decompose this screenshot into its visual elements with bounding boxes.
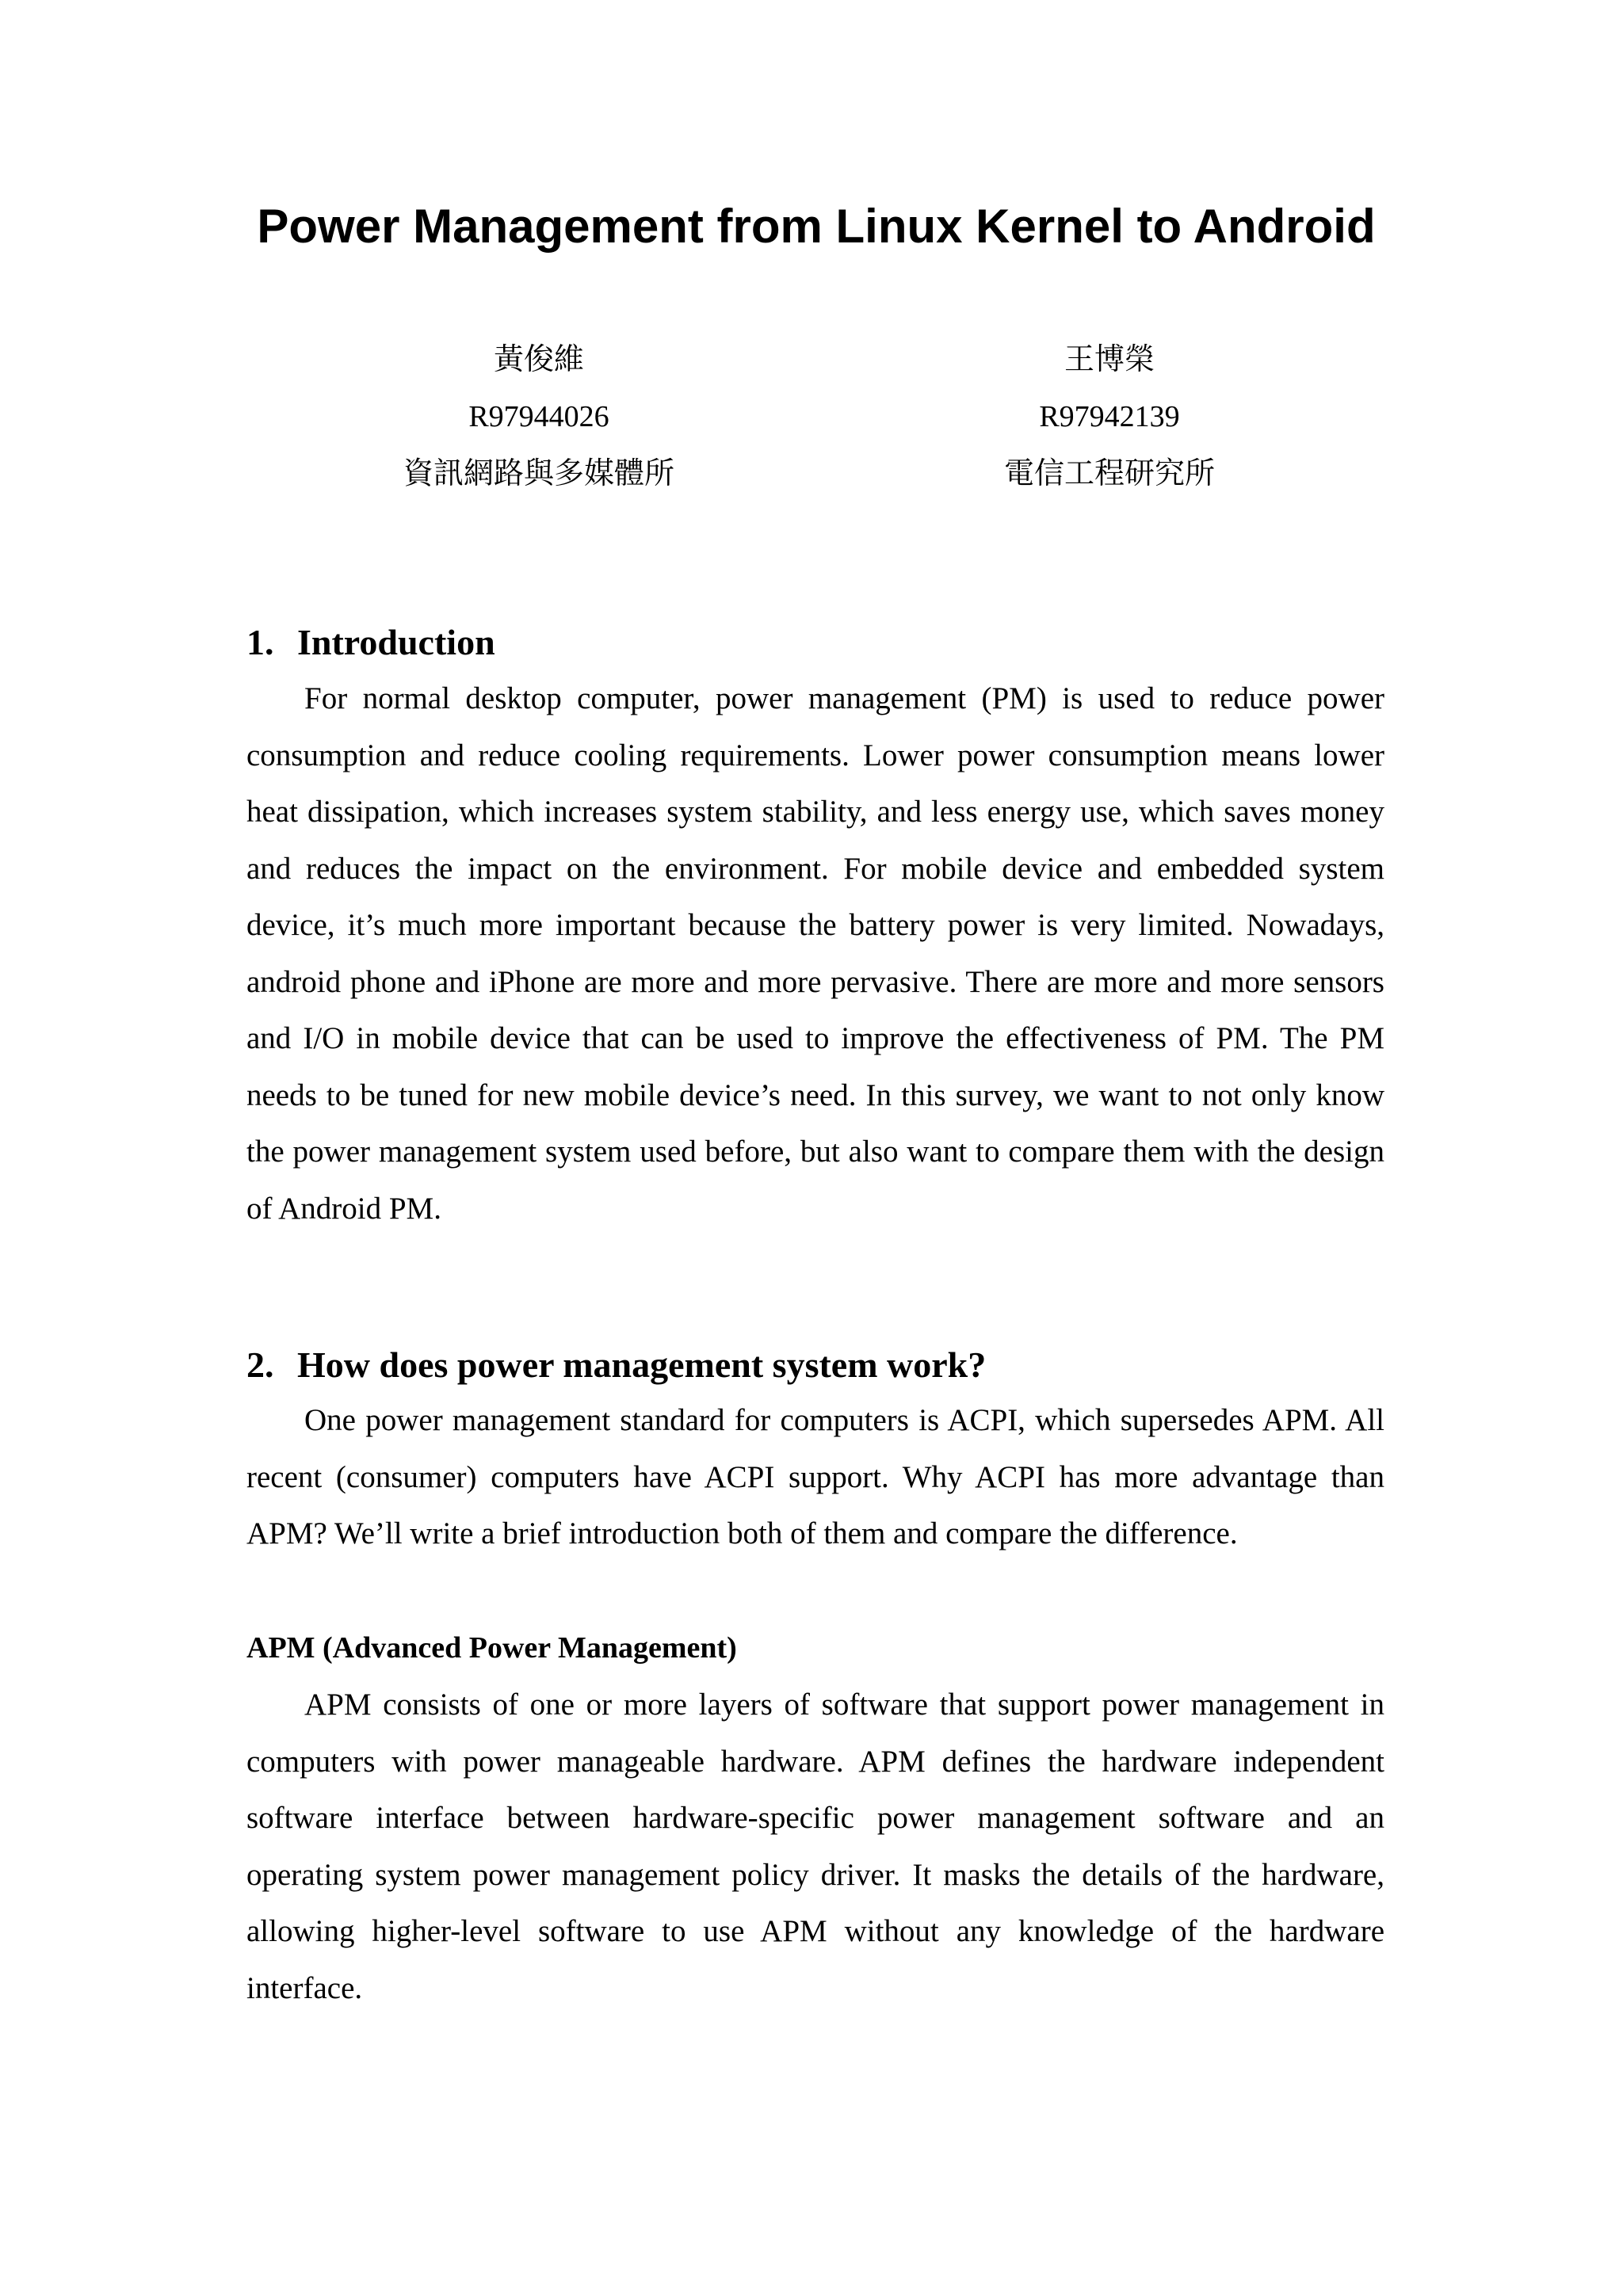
section-number: 1. <box>246 622 274 662</box>
author-block-1 <box>285 331 792 502</box>
author-name: 黃俊維 <box>493 343 584 376</box>
subsection-heading-apm: APM (Advanced Power Management) <box>246 1631 737 1665</box>
author-affiliation: 資訊網路與多媒體所 <box>403 457 674 490</box>
introduction-paragraph: For normal desktop computer, power management (PM) is used to reduce power consumption and reduce cooling requirements. Lower power consumption means lower heat dissipation, which increases system stability, and less energy use, which saves money and reduces the impact on the environment. For mobile device and embedded system device, it’s much more important because the battery power is very limited. Nowadays, android phone and iPhone are more and more pervasive. There are more and more sensors and I/O in mobile device that can be used to improve the effectiveness of PM. The PM needs to be tuned for new mobile device’s need. In this survey, we want to not only know the power management system used before, but also want to compare them with the design of Android PM. <box>246 681 1384 1226</box>
author-id: R97942139 <box>1039 400 1180 433</box>
author-id: R97944026 <box>468 400 609 433</box>
paper-title: Power Management from Linux Kernel to Android <box>257 200 1376 253</box>
section-heading-how-pm-works <box>246 1341 986 1389</box>
author-block-2 <box>856 331 1363 502</box>
author-affiliation: 電信工程研究所 <box>1003 457 1215 490</box>
section-title: How does power management system work? <box>297 1344 987 1385</box>
section-heading-introduction <box>246 619 495 666</box>
author-name: 王博榮 <box>1064 343 1155 376</box>
section-title: Introduction <box>297 622 495 662</box>
section-number: 2. <box>246 1344 274 1385</box>
how-pm-works-paragraph: One power management standard for computers is ACPI, which supersedes APM. All recent (consumer) computers have ACPI support. Why ACPI has more advantage than APM? We’ll write a brief introduction both of them and compare the difference. <box>246 1403 1384 1550</box>
apm-paragraph: APM consists of one or more layers of software that support power management in computers with power manageable hardware. APM defines the hardware independent software interface between hardware-specific power management software and an operating system power management policy driver. It masks the details of the hardware, allowing higher-level software to use APM without any knowledge of the hardware interface. <box>246 1688 1384 2005</box>
